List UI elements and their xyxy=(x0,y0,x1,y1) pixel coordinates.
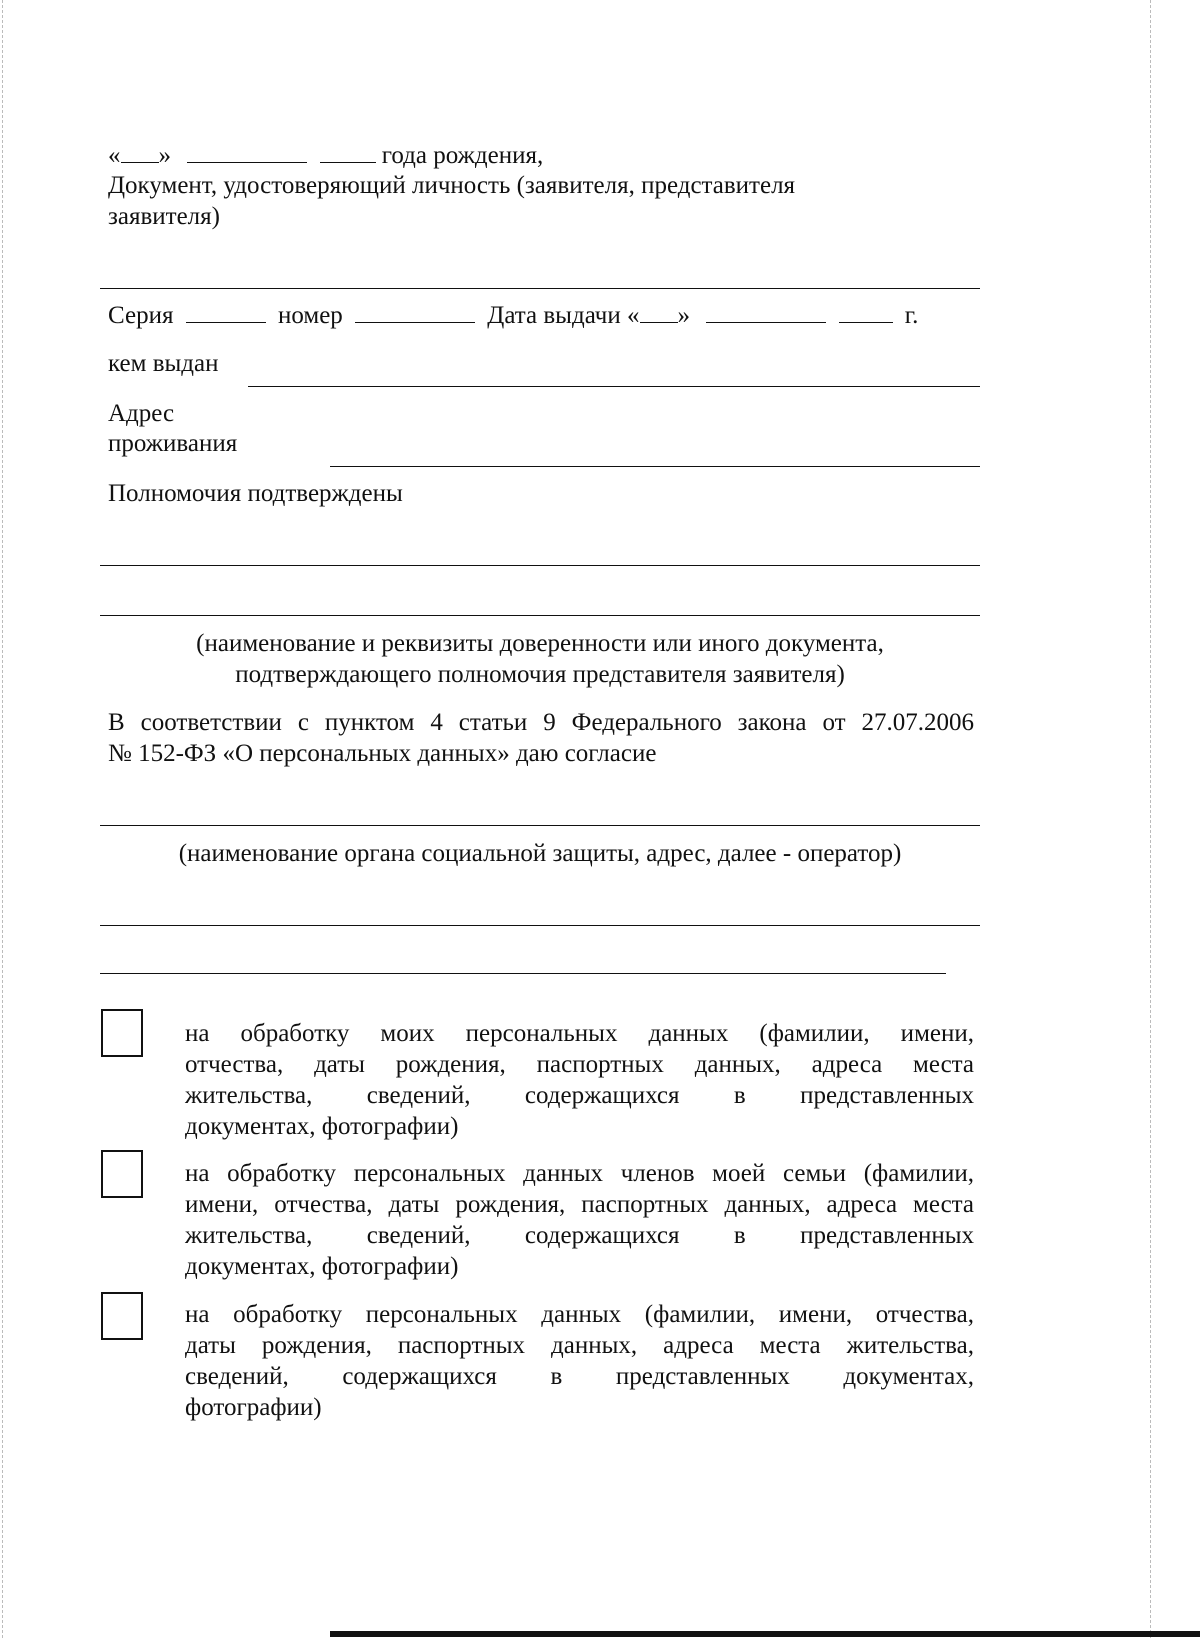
issue-day-field[interactable] xyxy=(640,300,678,323)
consent-option-3-line1: на обработку персональных данных (фамилии, имени, отчества, xyxy=(185,1301,974,1328)
operator-extra-line2[interactable] xyxy=(100,973,946,974)
operator-extra-line1[interactable] xyxy=(100,925,980,926)
scan-left-edge xyxy=(2,0,3,1638)
scan-right-edge xyxy=(1150,0,1151,1638)
consent-option-1-line4: документах, фотографии) xyxy=(185,1113,459,1140)
consent-option-2-line4: документах, фотографии) xyxy=(185,1253,459,1280)
authority-field-line1[interactable] xyxy=(100,565,980,566)
year-suffix: г. xyxy=(904,302,919,329)
consent-intro-line2: № 152-ФЗ «О персональных данных» даю согласие xyxy=(108,740,657,767)
consent-option-2-line1: на обработку персональных данных членов моей семьи (фамилии, xyxy=(185,1160,974,1187)
scan-bottom-edge xyxy=(330,1631,1200,1637)
operator-field[interactable] xyxy=(100,825,980,826)
consent-option-1-line3: жительства, сведений, содержащихся в представленных xyxy=(185,1082,974,1109)
consent-option-3-line4: фотографии) xyxy=(185,1394,322,1421)
birth-day-field[interactable] xyxy=(121,140,159,163)
number-field[interactable] xyxy=(355,300,475,323)
issue-date-label: Дата выдачи « xyxy=(487,302,640,329)
quote-close: » xyxy=(158,142,171,169)
issued-by-label: кем выдан xyxy=(108,350,219,377)
consent-option-1-line2: отчества, даты рождения, паспортных данных, адреса места xyxy=(185,1051,974,1078)
consent-intro-line1: В соответствии с пунктом 4 статьи 9 Федерального закона от 27.07.2006 xyxy=(108,709,974,736)
address-label-line1: Адрес xyxy=(108,400,175,427)
doc-details-line xyxy=(108,300,918,332)
quote-open: « xyxy=(108,142,121,169)
issue-year-field[interactable] xyxy=(839,300,893,323)
consent-option-3-line3: сведений, содержащихся в представленных документах, xyxy=(185,1363,974,1390)
authority-label: Полномочия подтверждены xyxy=(108,480,403,507)
consent-checkbox-family-data[interactable] xyxy=(101,1150,143,1198)
consent-checkbox-own-data[interactable] xyxy=(101,1009,143,1057)
authority-caption-line2: подтверждающего полномочия представителя заявителя) xyxy=(235,661,845,688)
consent-option-2-line3: жительства, сведений, содержащихся в представленных xyxy=(185,1222,974,1249)
identity-doc-label-line2: заявителя) xyxy=(108,203,220,230)
operator-caption: (наименование органа социальной защиты, адрес, далее - оператор) xyxy=(178,840,902,867)
identity-doc-field[interactable] xyxy=(100,288,980,289)
issued-by-field[interactable] xyxy=(248,386,980,387)
consent-option-2-line2: имени, отчества, даты рождения, паспортных данных, адреса места xyxy=(185,1191,974,1218)
birth-month-field[interactable] xyxy=(187,140,307,163)
identity-doc-label-line1: Документ, удостоверяющий личность (заявителя, представителя xyxy=(108,172,796,199)
birth-year-field[interactable] xyxy=(320,140,376,163)
consent-option-3-line2: даты рождения, паспортных данных, адреса места жительства, xyxy=(185,1332,974,1359)
issue-month-field[interactable] xyxy=(706,300,826,323)
address-field[interactable] xyxy=(330,466,980,467)
consent-option-1-line1: на обработку моих персональных данных (фамилии, имени, xyxy=(185,1020,974,1047)
series-label: Серия xyxy=(108,302,174,329)
series-field[interactable] xyxy=(186,300,266,323)
address-label-line2: проживания xyxy=(108,430,238,457)
authority-field-line2[interactable] xyxy=(100,615,980,616)
consent-checkbox-other-data[interactable] xyxy=(101,1292,143,1340)
number-label: номер xyxy=(277,302,343,329)
birth-date-line xyxy=(108,140,543,172)
authority-caption-line1: (наименование и реквизиты доверенности или иного документа, xyxy=(196,630,884,657)
birth-suffix: года рождения, xyxy=(381,142,544,169)
issue-quote-close: » xyxy=(677,302,690,329)
